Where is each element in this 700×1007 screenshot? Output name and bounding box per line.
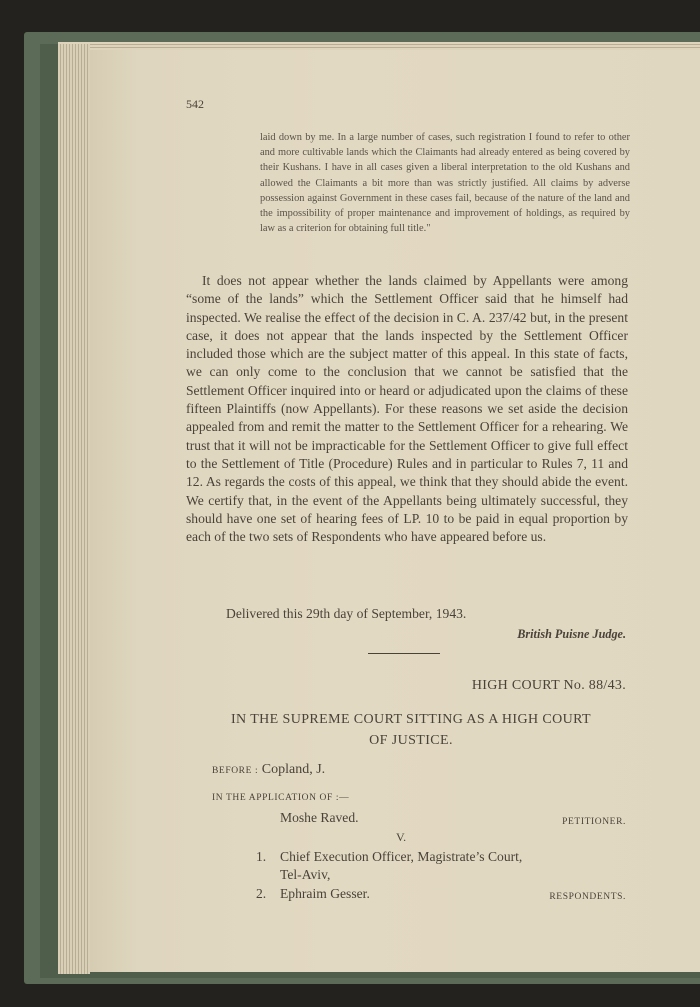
case-number: HIGH COURT No. 88/43.	[471, 678, 626, 693]
body-paragraph: It does not appear whether the lands claimed by Appellants were among “some of the lands” which the Settlement Officer said that he himself had inspected. We realise the effect of the decision in C. A. 237/42 but, in the present case, it does not appear that the lands inspected by the Settlement Officer included those which are the subject matter of this appeal. In this state of facts, we can only come to the conclusion that we cannot be satisfied that the Settlement Officer inquired into or heard or adjudicated upon the claims of these fifteen Plaintiffs (now Appellants). For these reasons we set aside the decision appealed from and remit the matter to the Settlement Officer for a rehearing. We trust that it will not be impracticable for the Settlement Officer to give full effect to the Settlement of Title (Procedure) Rules and in particular to Rules 7, 11 and 12. As regards the costs of this appeal, we think that they should abide the event. We certify that, in the event of the Appellants being ultimately successful, they should have one set of hearing fees of LP. 10 to be paid in equal proportion by each of the two sets of Respondents who have appeared before us.	[186, 273, 628, 545]
delivery-date: Delivered this 29th day of September, 1943.	[226, 606, 467, 621]
court-heading-line2: OF JUSTICE.	[369, 733, 453, 748]
quote-text: laid down by me. In a large number of cases, such registration I found to refer to other and more cultivable lands which the Claimants had already entered as being covered by their Kushans. I have in all cases given a liberal interpretation to the old Kushans and allowed the Claimants a bit more than was strictly justified. All claims by adverse possession against Government in these cases fail, because of the nature of the land and the impossibility of proper maintenance and improvement of holdings, as required by law as a criterion for obtaining full title."	[260, 132, 630, 235]
judgment-body	[186, 272, 628, 546]
respondents-label: RESPONDENTS.	[549, 892, 626, 902]
respondent-1	[256, 848, 522, 884]
before-line	[212, 762, 325, 778]
page-edges-top	[58, 42, 700, 50]
petitioner-label: PETITIONER.	[562, 817, 626, 827]
respondent-2	[256, 886, 370, 902]
court-heading-line1: IN THE SUPREME COURT SITTING AS A HIGH COURT	[231, 712, 591, 727]
respondent-2-name: Ephraim Gesser.	[280, 886, 370, 901]
petitioner-name: Moshe Raved.	[280, 810, 359, 825]
court-heading	[186, 709, 636, 751]
judge-signature: British Puisne Judge.	[517, 627, 626, 641]
respondent-1-line1: Chief Execution Officer, Magistrate’s Court,	[280, 849, 523, 864]
before-label: BEFORE :	[212, 766, 259, 776]
page-edges	[58, 44, 90, 974]
page-number: 542	[186, 97, 204, 111]
section-divider	[368, 653, 440, 654]
respondent-2-number: 2.	[256, 886, 267, 901]
application-label: IN THE APPLICATION OF :—	[212, 793, 350, 803]
block-quote	[260, 130, 630, 236]
versus: V.	[396, 830, 407, 844]
respondent-1-number: 1.	[256, 849, 267, 864]
book-page	[90, 50, 700, 972]
judge-name: Copland, J.	[261, 762, 326, 777]
respondent-1-line2: Tel-Aviv,	[280, 867, 331, 882]
